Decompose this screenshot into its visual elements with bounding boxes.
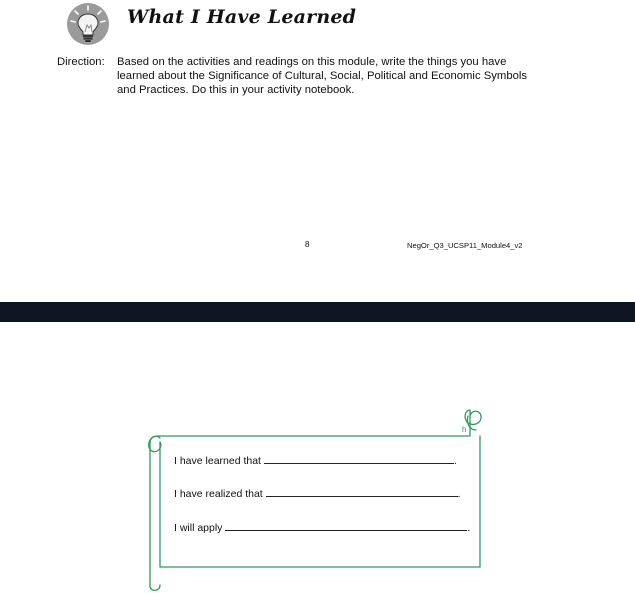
realized-prompt-text: I have realized that [174,488,263,500]
learned-prompt-text: I have learned that [174,455,261,467]
direction-text: Based on the activities and readings on this module, write the things you have learned about the Significance of Cultural, Social, Political and Economic Symbols and Practices. Do this in your activity notebook. [117,56,528,96]
learned-answer-blank[interactable] [264,462,454,464]
module-code: NegOr_Q3_UCSP11_Module4_v2 [407,241,523,250]
svg-text:h: h [462,425,467,434]
realized-prompt-line: I have realized that . [174,488,461,500]
realized-answer-blank[interactable] [266,495,458,497]
apply-answer-blank[interactable] [225,529,467,531]
direction-label: Direction: [57,56,105,68]
section-title: What I Have Learned [127,6,357,28]
apply-prompt-line: I will apply . [174,522,471,534]
learned-prompt-line: I have learned that . [174,455,457,467]
page-number: 8 [305,240,310,249]
apply-prompt-text: I will apply [174,522,223,534]
